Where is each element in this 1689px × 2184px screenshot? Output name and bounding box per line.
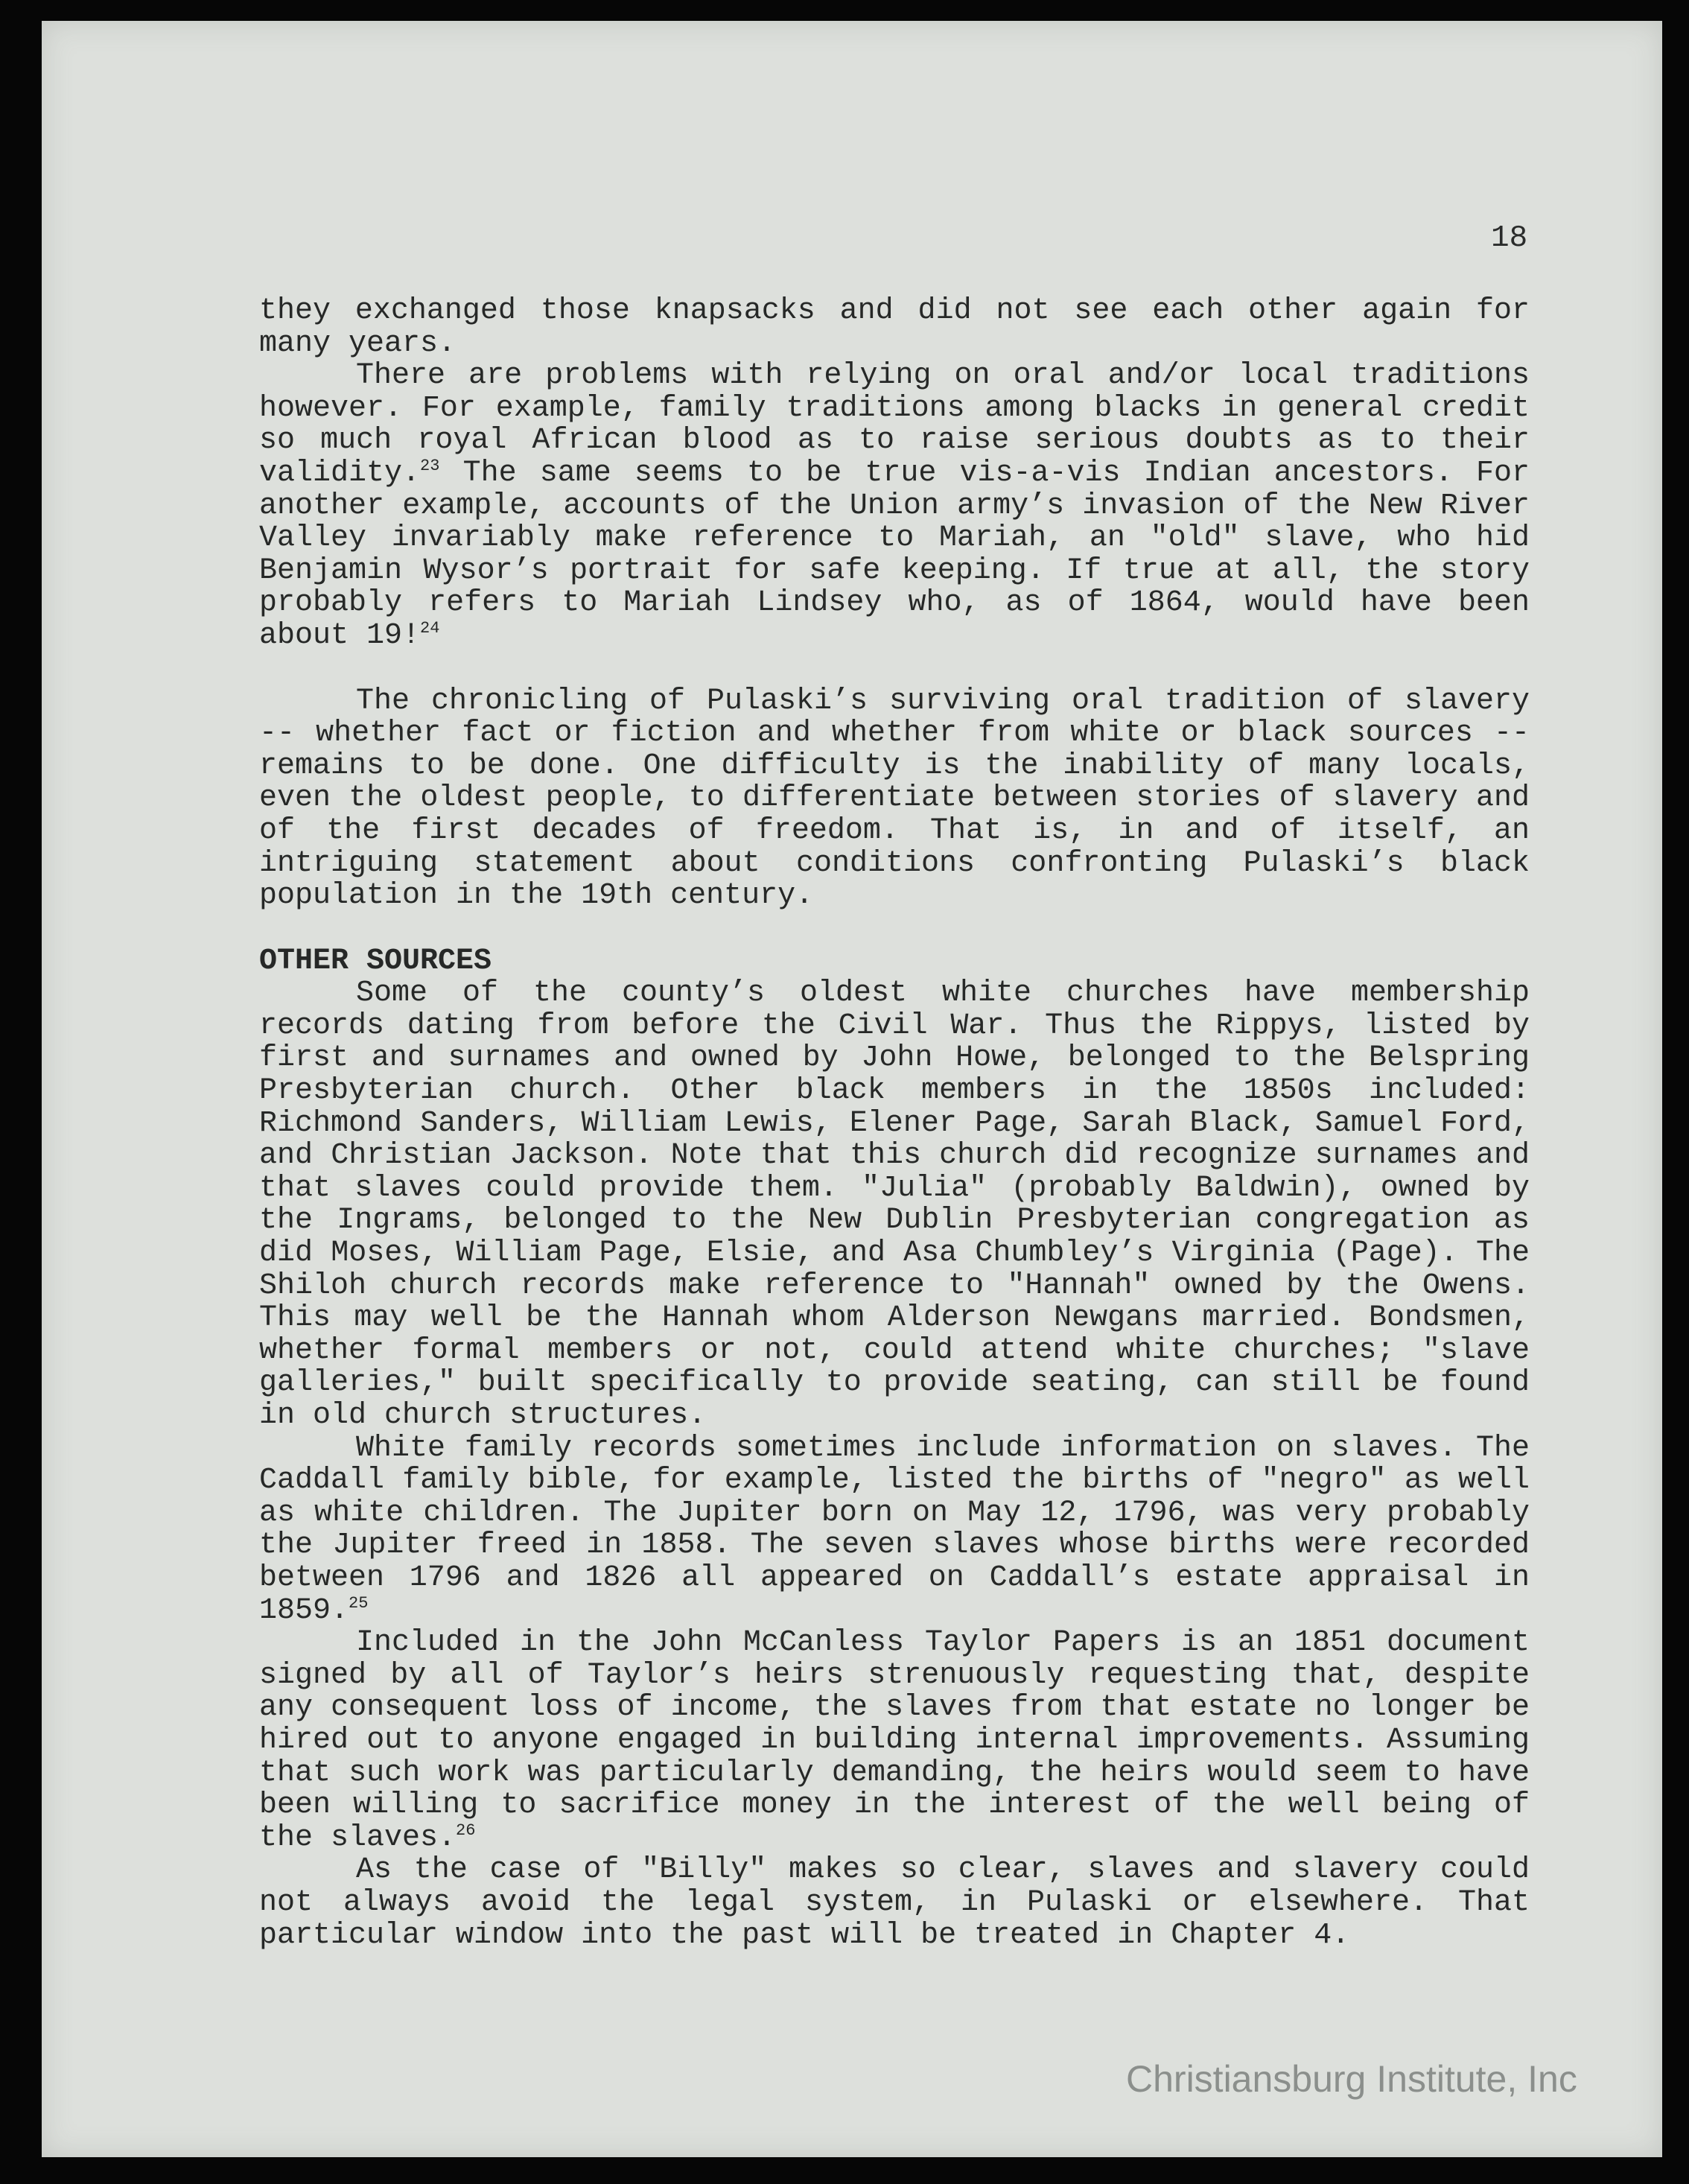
document-page [42,21,1662,2157]
footnote-ref-24: 24 [420,618,440,638]
paragraph-text: Included in the John McCanless Taylor Papers is an 1851 document signed by all of Taylor’s heirs strenuously requesting that, despite any consequent loss of income, the slaves from that estate no longer be hired out to anyone engaged in building internal improvements. Assuming that such work was particularly demanding, the heirs would seem to have been willing to sacrifice money in the interest of the well being of the slaves. [259,1626,1530,1855]
paragraph-text: they exchanged those knapsacks and did not see each other again for many years. [259,294,1530,361]
paragraph-family-records [259,1432,1530,1628]
page-number: 18 [1491,221,1528,255]
paragraph-chronicling [259,685,1530,912]
paragraph-text: Some of the county’s oldest white churches have membership records dating from before the Civil War. Thus the Rippys, listed by first and surnames and owned by John Howe, belonged to the Belspring Presbyterian church. Other black members in the 1850s included: Richmond Sanders, William Lewis, Elener Page, Sarah Black, Samuel Ford, and Christian Jackson. Note that this church did recognize surnames and that slaves could provide them. "Julia" (probably Baldwin), owned by the Ingrams, belonged to the New Dublin Presbyterian congregation as did Moses, William Page, Elsie, and Asa Chumbley’s Virginia (Page). The Shiloh church records make reference to "Hannah" owned by the Owens. This may well be the Hannah whom Alderson Newgans married. Bondsmen, whether formal members or not, could attend white churches; "slave galleries," built specifically to provide seating, can still be found in old church structures. [259,977,1530,1432]
paragraph-text: The chronicling of Pulaski’s surviving oral tradition of slavery -- whether fact or fiction and whether from white or black sources -- remains to be done. One difficulty is the inability of many locals, even the oldest people, to differentiate between stories of slavery and of the first decades of freedom. That is, in and of itself, an intriguing statement about conditions confronting Pulaski’s black population in the 19th century. [259,684,1530,913]
heading-text: OTHER SOURCES [259,944,492,978]
paragraph-legal-system [259,1854,1530,1952]
section-heading [259,945,1530,978]
paragraph-text: The same seems to be true vis-a-vis Indian ancestors. For another example, accounts of the Union army’s invasion of the New River Valley invariably make reference to Mariah, an "old" slave, who hid Benjamin Wysor’s portrait for safe keeping. If true at all, the story probably refers to Mariah Lindsey who, as of 1864, would have been about 19! [259,456,1530,653]
footnote-ref-23: 23 [420,456,440,475]
paragraph-oral-traditions [259,360,1530,652]
paragraph-taylor-papers [259,1627,1530,1854]
footnote-ref-25: 25 [349,1593,369,1613]
body-text [259,295,1530,1952]
footnote-ref-26: 26 [456,1820,476,1840]
paragraph-text: As the case of "Billy" makes so clear, slaves and slavery could not always avoid the legal system, in Pulaski or elsewhere. That particular window into the past will be treated in Chapter 4. [259,1853,1530,1952]
watermark: Christiansburg Institute, Inc [1126,2058,1577,2100]
paragraph-continuation [259,295,1530,360]
paragraph-churches [259,977,1530,1432]
paragraph-text: White family records sometimes include information on slaves. The Caddall family bible, for example, listed the births of "negro" as well as white children. The Jupiter born on May 12, 1796, was very probably the Jupiter freed in 1858. The seven slaves whose births were recorded between 1796 and 1826 all appeared on Caddall’s estate appraisal in 1859. [259,1431,1530,1628]
paragraph-text: There are problems with relying on oral and/or local traditions however. For example, family traditions among blacks in general credit so much royal African blood as to raise serious doubts as to their validity. [259,359,1530,490]
